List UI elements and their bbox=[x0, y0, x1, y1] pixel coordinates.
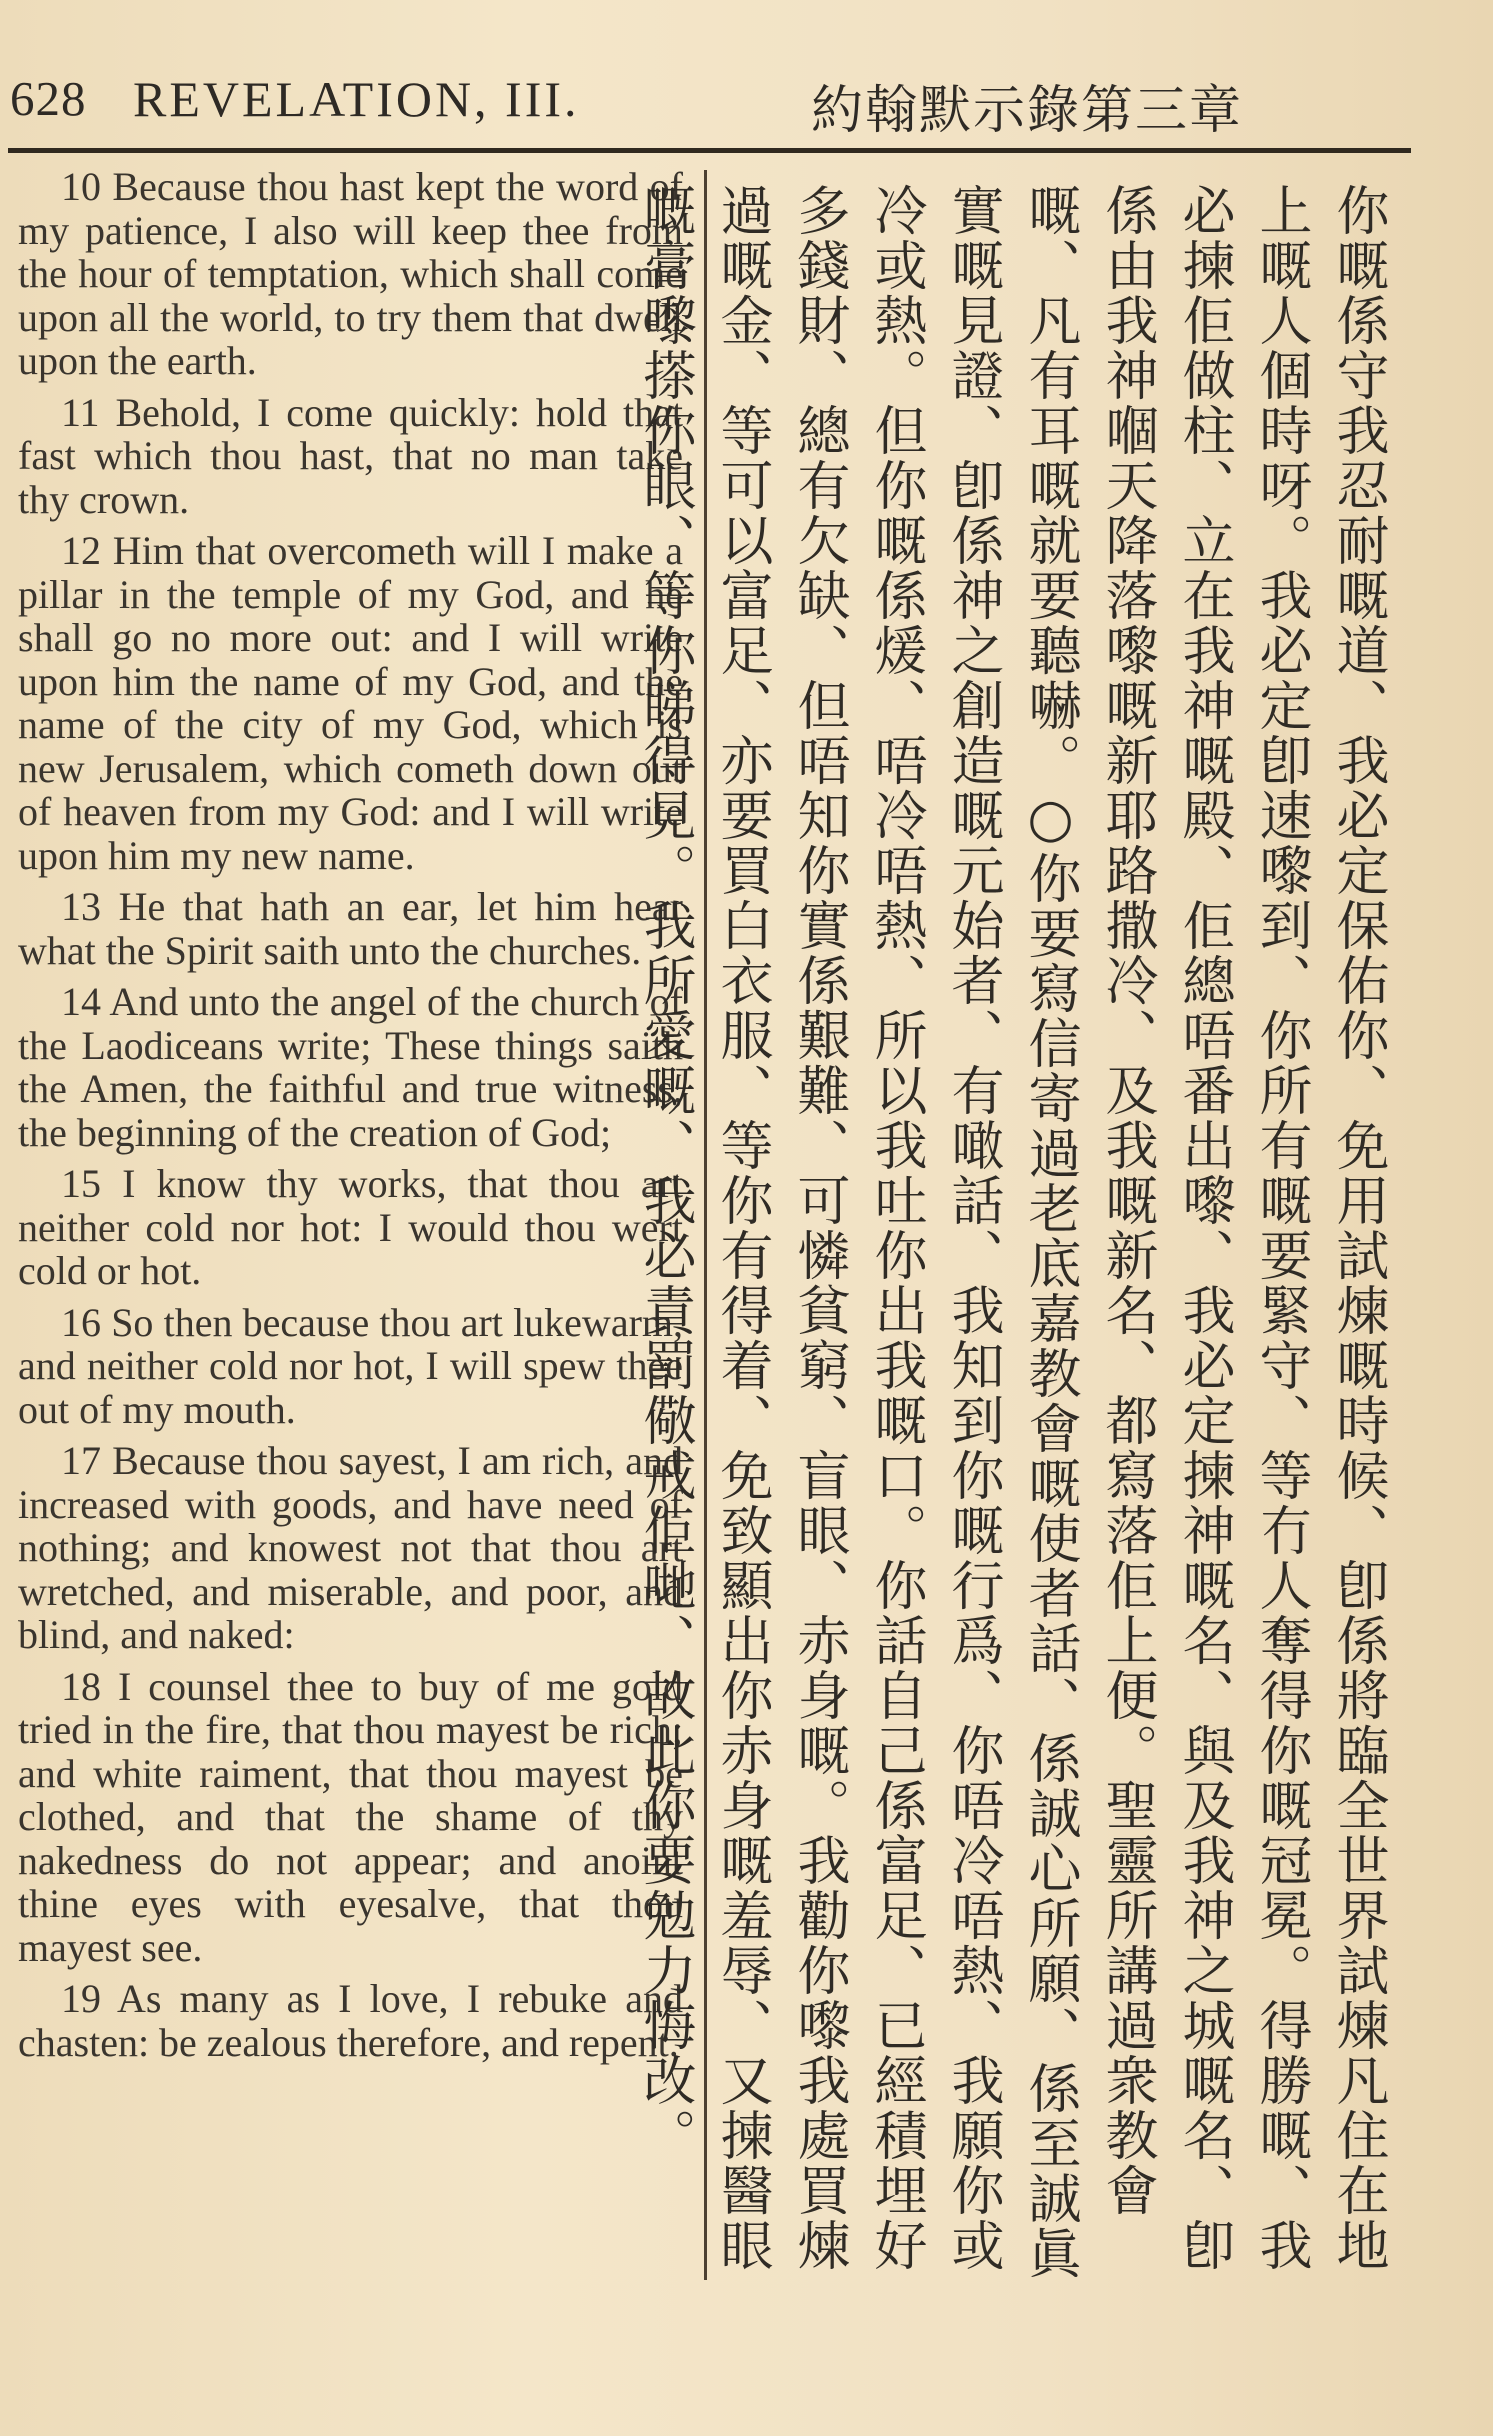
verse-19 bbox=[18, 1977, 683, 2064]
verse-number: 15 bbox=[61, 1161, 101, 1206]
english-book-title: REVELATION, III. bbox=[133, 71, 580, 127]
verse-text: So then because thou art lukewarm, and neither cold nor hot, I will spew thee out of my mouth. bbox=[18, 1299, 684, 1432]
verse-number: 11 bbox=[61, 389, 100, 435]
verse-text: As many as I love, I rebuke and chasten: be zealous therefore, and repent. bbox=[18, 1976, 683, 2065]
chinese-vertical-text: 你嘅係守我忍耐嘅道、我必定保佑你、免用試煉嘅時候、卽係將臨全世界試煉凡住在地上嘅人個時呀。我必定卽速嚟到、你所有嘅要緊守、等冇人奪得你嘅冠冕。得勝嘅、我必揀佢做柱、立在我神嘅殿、佢總唔番出嚟、我必定揀神嘅名、與及我神之城嘅名、卽係由我神嗰天降落嚟嘅新耶路撒冷、及我嘅新名、都寫落佢上便。聖靈所講過衆教會嘅、凡有耳嘅就要聽嚇。○你要寫信寄過老底嘉教會嘅使者話、係誠心所願、係至誠眞實嘅見證、卽係神之創造嘅元始者、有噉話、我知到你嘅行爲、你唔冷唔熱、我願你或冷或熱。但你嘅係煖、唔冷唔熱、所以我吐你出我嘅口。你話自己係富足、已經積埋好多錢財、總有欠缺、但唔知你實係艱難、可憐貧窮、盲眼、赤身嘅。我勸你嚟我處買煉過嘅金、等可以富足、亦要買白衣服、等你有得着、免致顯出你赤身嘅羞辱、又揀醫眼嘅膏嚟搽你眼、等你睇得見。我所愛嘅、我必責罰儆戒佢哋、故此你要勉力悔改。 bbox=[635, 183, 1389, 2281]
verse-number: 17 bbox=[61, 1438, 101, 1483]
verse-18 bbox=[18, 1665, 683, 1970]
page-number: 628 bbox=[10, 71, 87, 126]
verse-number: 19 bbox=[61, 1976, 101, 2021]
verse-text: I counsel thee to buy of me gold tried in the fire, that thou mayest be rich; and white raiment, that thou mayest be clothed, and that the shame of thy nakedness do not appear; and anoint thine eyes with eyesalve, that thou mayest see. bbox=[18, 1663, 684, 1970]
header-rule bbox=[8, 148, 1411, 153]
verse-number: 16 bbox=[61, 1299, 101, 1345]
verse-13 bbox=[18, 885, 683, 972]
chinese-book-title: 約翰默示錄第三章 bbox=[810, 81, 1243, 141]
verse-number: 10 bbox=[61, 164, 101, 209]
verse-text: I know thy works, that thou art neither cold nor hot: I would thou wert cold or hot. bbox=[18, 1161, 684, 1293]
verse-10 bbox=[18, 165, 683, 383]
verse-text: Behold, I come quickly: hold that fast which thou hast, that no man take thy crown. bbox=[18, 389, 683, 522]
verse-text: He that hath an ear, let him hear what the Spirit saith unto the churches. bbox=[18, 884, 683, 973]
verse-text: And unto the angel of the church of the Laodiceans write; These things saith the Amen, the faithful and true witness, the beginning of the creation of God; bbox=[18, 979, 683, 1155]
verse-11 bbox=[18, 391, 683, 522]
verse-16 bbox=[18, 1301, 683, 1432]
page-header bbox=[0, 60, 1493, 160]
verse-number: 14 bbox=[61, 979, 101, 1024]
verse-text: Him that overcometh will I make a pillar in the temple of my God, and he shall go no more out: and I will write upon him the name of my God, and the name of the city of my God, which is new Jerusalem, which cometh down out of heaven from my God: and I will write upon him my new name. bbox=[18, 528, 684, 878]
verse-number: 12 bbox=[61, 528, 101, 573]
verse-17 bbox=[18, 1439, 683, 1657]
verse-text: Because thou sayest, I am rich, and increased with goods, and have need of nothing; and knowest not that thou art wretched, and miserable, and poor, and blind, and naked: bbox=[18, 1438, 683, 1657]
verse-number: 13 bbox=[61, 884, 101, 929]
verse-text: Because thou hast kept the word of my patience, I also will keep thee from the hour of temptation, which shall come upon all the world, to try them that dwell upon the earth. bbox=[18, 164, 683, 383]
verse-number: 18 bbox=[61, 1663, 101, 1709]
verse-15 bbox=[18, 1162, 683, 1293]
verse-14 bbox=[18, 980, 683, 1154]
english-verses-column bbox=[18, 165, 683, 2310]
verse-12 bbox=[18, 529, 683, 877]
